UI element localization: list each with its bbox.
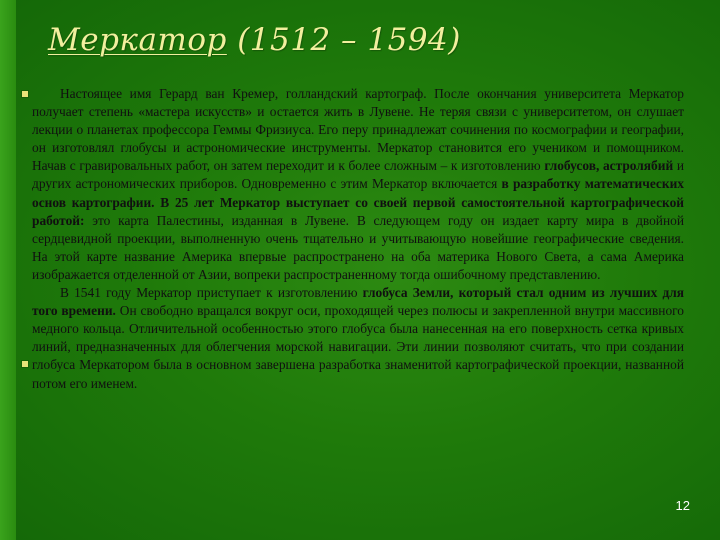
text-segment: В 1541 году Меркатор приступает к изготовлению	[60, 285, 363, 301]
title-name: Меркатор	[48, 22, 227, 58]
paragraph-2	[32, 284, 684, 393]
bullet-square-icon	[22, 361, 28, 367]
title-years: (1512 – 1594)	[226, 22, 461, 58]
text-segment: Настоящее имя Герард ван Кремер, голландский картограф. После окончания университета Меркатор получает степень «мастера искусств» и остается жить в Лувене. Не теряя связи с университетом, он слушает лекции о планетах профессора Геммы Фризиуса. Его перу принадлежат сочинения по космографии и географии, он изготовлял глобусы и астрономические инструменты. Меркатор становится его учеником и помощником. Начав с гравировальных работ, он затем переходит и к более сложным – к изготовлению	[32, 86, 684, 174]
bold-segment: глобуса Земли, который стал одним из лучших для того времени.	[32, 285, 684, 319]
slide-body	[32, 85, 684, 393]
text-segment: это карта Палестины, изданная в Лувене. В следующем году он издает карту мира в двойной сердцевидной проекции, выполненную очень тщательно и учитывающую новейшие географические сведения. На этой карте название Америка впервые распространено на оба материка Нового Света, а сама Америка изображается отделенной от Азии, вопреки распространенному тогда ошибочному представлению.	[32, 212, 684, 282]
bullet-square-icon	[22, 91, 28, 97]
text-segment: Он свободно вращался вокруг оси, проходящей через полюсы и закрепленной внутри массивного медного кольца. Отличительной особенностью этого глобуса была нанесенная на его поверхность сетка кривых линий, предназначенных для облегчения морской навигации. Эти линии позволяют считать, что при создании глобуса Меркатором была в основном завершена разработка знаменитой картографической проекции, названной потом его именем.	[32, 303, 684, 391]
text-segment: и других астрономических приборов. Одновременно с этим Меркатор включается	[32, 158, 684, 192]
slide-title	[48, 22, 461, 58]
page-number: 12	[675, 498, 690, 513]
bold-segment: в разработку математических основ картографии. В 25 лет Меркатор выступает со своей первой самостоятельной картографической работой:	[32, 176, 685, 228]
bold-segment: глобусов, астролябий	[544, 158, 674, 174]
paragraph-1	[32, 85, 684, 284]
left-accent-band	[0, 0, 16, 540]
